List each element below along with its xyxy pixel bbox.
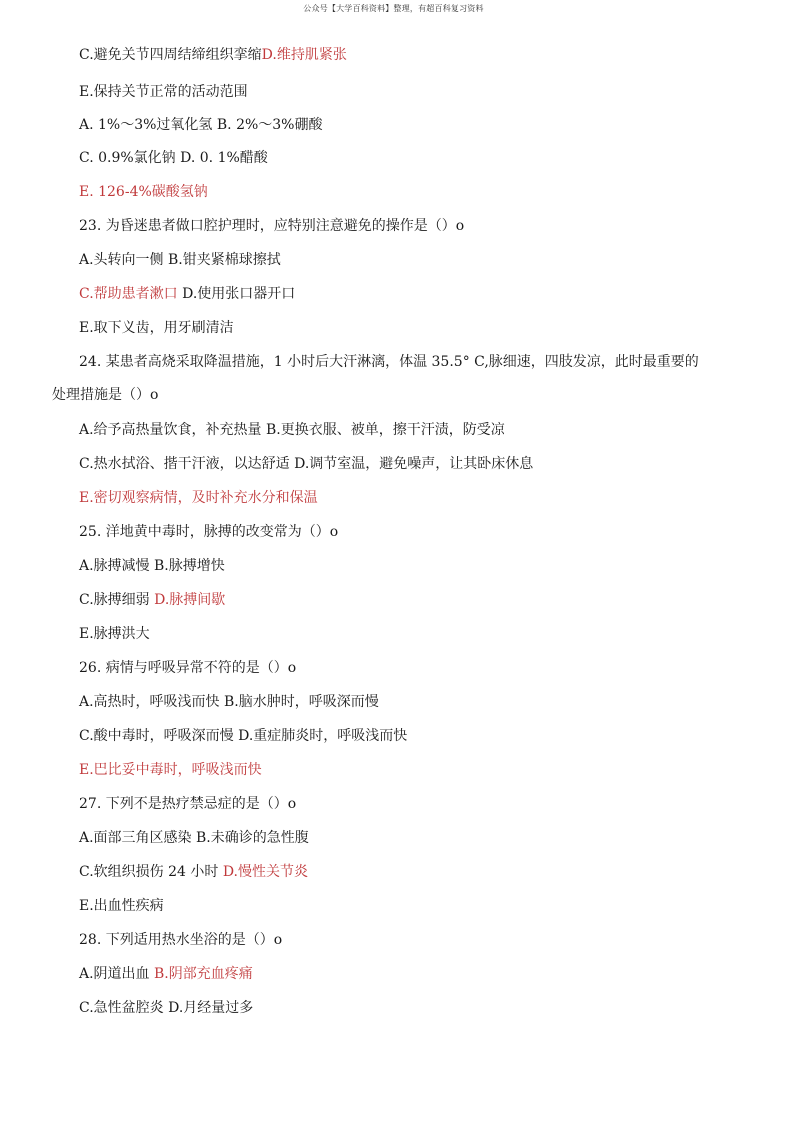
text-line bbox=[79, 251, 281, 269]
text-line bbox=[79, 591, 225, 609]
text-line bbox=[79, 46, 347, 64]
line-text: A.头转向一侧 B.钳夹紧棉球擦拭 bbox=[79, 252, 281, 268]
answer-highlight: E. 126-4%碳酸氢钠 bbox=[79, 184, 208, 200]
line-text: A.给予高热量饮食，补充热量 B.更换衣服、被单，擦干汗渍，防受凉 bbox=[79, 422, 505, 438]
line-text: C.急性盆腔炎 D.月经量过多 bbox=[79, 1000, 254, 1016]
line-text: 23. 为昏迷患者做口腔护理时，应特别注意避免的操作是（）o bbox=[79, 218, 465, 234]
text-line bbox=[52, 386, 158, 404]
line-text: 28. 下列适用热水坐浴的是（）o bbox=[79, 932, 283, 948]
text-line bbox=[79, 489, 318, 507]
text-line bbox=[79, 625, 150, 643]
answer-highlight: B.阴部充血疼痛 bbox=[154, 966, 253, 982]
text-line bbox=[79, 931, 282, 949]
line-text: C.脉搏细弱 bbox=[79, 592, 155, 608]
text-line bbox=[79, 999, 253, 1017]
line-text: 25. 洋地黄中毒时，脉搏的改变常为（）o bbox=[79, 524, 339, 540]
line-text: C.热水拭浴、揩干汗液，以达舒适 D.调节室温，避免噪声，让其卧床休息 bbox=[79, 456, 534, 472]
text-line bbox=[79, 455, 533, 473]
line-text: 26. 病情与呼吸异常不符的是（）o bbox=[79, 660, 297, 676]
text-line bbox=[79, 557, 225, 575]
line-text: A. 1%～3%过氧化氢 B. 2%～3%硼酸 bbox=[79, 117, 323, 133]
line-text: A.面部三角区感染 B.未确诊的急性腹 bbox=[79, 830, 309, 846]
text-line bbox=[79, 761, 262, 779]
line-text: E.脉搏洪大 bbox=[79, 626, 150, 642]
line-text: A.阴道出血 bbox=[79, 966, 155, 982]
line-text: C.软组织损伤 24 小时 bbox=[79, 864, 223, 880]
text-line bbox=[79, 116, 323, 134]
line-text: E.出血性疾病 bbox=[79, 898, 164, 914]
answer-highlight: D.脉搏间歇 bbox=[154, 592, 226, 608]
answer-highlight: D.慢性关节炎 bbox=[222, 864, 309, 880]
text-line bbox=[79, 523, 338, 541]
line-text: D.使用张口器开口 bbox=[177, 286, 296, 302]
text-line bbox=[79, 149, 268, 167]
answer-highlight: C.帮助患者漱口 bbox=[79, 286, 178, 302]
text-line bbox=[79, 965, 253, 983]
text-line bbox=[79, 183, 208, 201]
text-line bbox=[79, 693, 379, 711]
text-line bbox=[79, 319, 234, 337]
text-line bbox=[79, 421, 505, 439]
text-line bbox=[79, 897, 164, 915]
line-text: A.高热时，呼吸浅而快 B.脑水肿时，呼吸深而慢 bbox=[79, 694, 379, 710]
line-text: 24. 某患者高烧采取降温措施，1 小时后大汗淋漓，体温 35.5° C,脉细速，四肢发凉，此时最重要的 bbox=[79, 354, 699, 370]
answer-highlight: E.密切观察病情，及时补充水分和保温 bbox=[79, 490, 318, 506]
answer-highlight: D.维持肌紧张 bbox=[261, 47, 347, 63]
text-line bbox=[79, 829, 309, 847]
line-text: 27. 下列不是热疗禁忌症的是（）o bbox=[79, 796, 297, 812]
line-text: C.酸中毒时，呼吸深而慢 D.重症肺炎时，呼吸浅而快 bbox=[79, 728, 408, 744]
line-text: A.脉搏减慢 B.脉搏增快 bbox=[79, 558, 225, 574]
text-line bbox=[79, 285, 295, 303]
text-line bbox=[79, 83, 248, 101]
line-text: E.保持关节正常的活动范围 bbox=[79, 84, 248, 100]
text-line bbox=[79, 727, 407, 745]
text-line bbox=[79, 217, 464, 235]
answer-highlight: E.巴比妥中毒时，呼吸浅而快 bbox=[79, 762, 262, 778]
line-text: C.避免关节四周结缔组织挛缩 bbox=[79, 47, 262, 63]
line-text: E.取下义齿，用牙刷清洁 bbox=[79, 320, 234, 336]
text-line bbox=[79, 795, 296, 813]
page-header-note: 公众号【大学百科资料】整理，有超百科复习资料 bbox=[303, 4, 484, 13]
line-text: C. 0.9%氯化钠 D. 0. 1%醋酸 bbox=[79, 150, 268, 166]
text-line bbox=[79, 659, 296, 677]
text-line bbox=[79, 353, 699, 371]
line-text: 处理措施是（）o bbox=[52, 387, 159, 403]
text-line bbox=[79, 863, 308, 881]
